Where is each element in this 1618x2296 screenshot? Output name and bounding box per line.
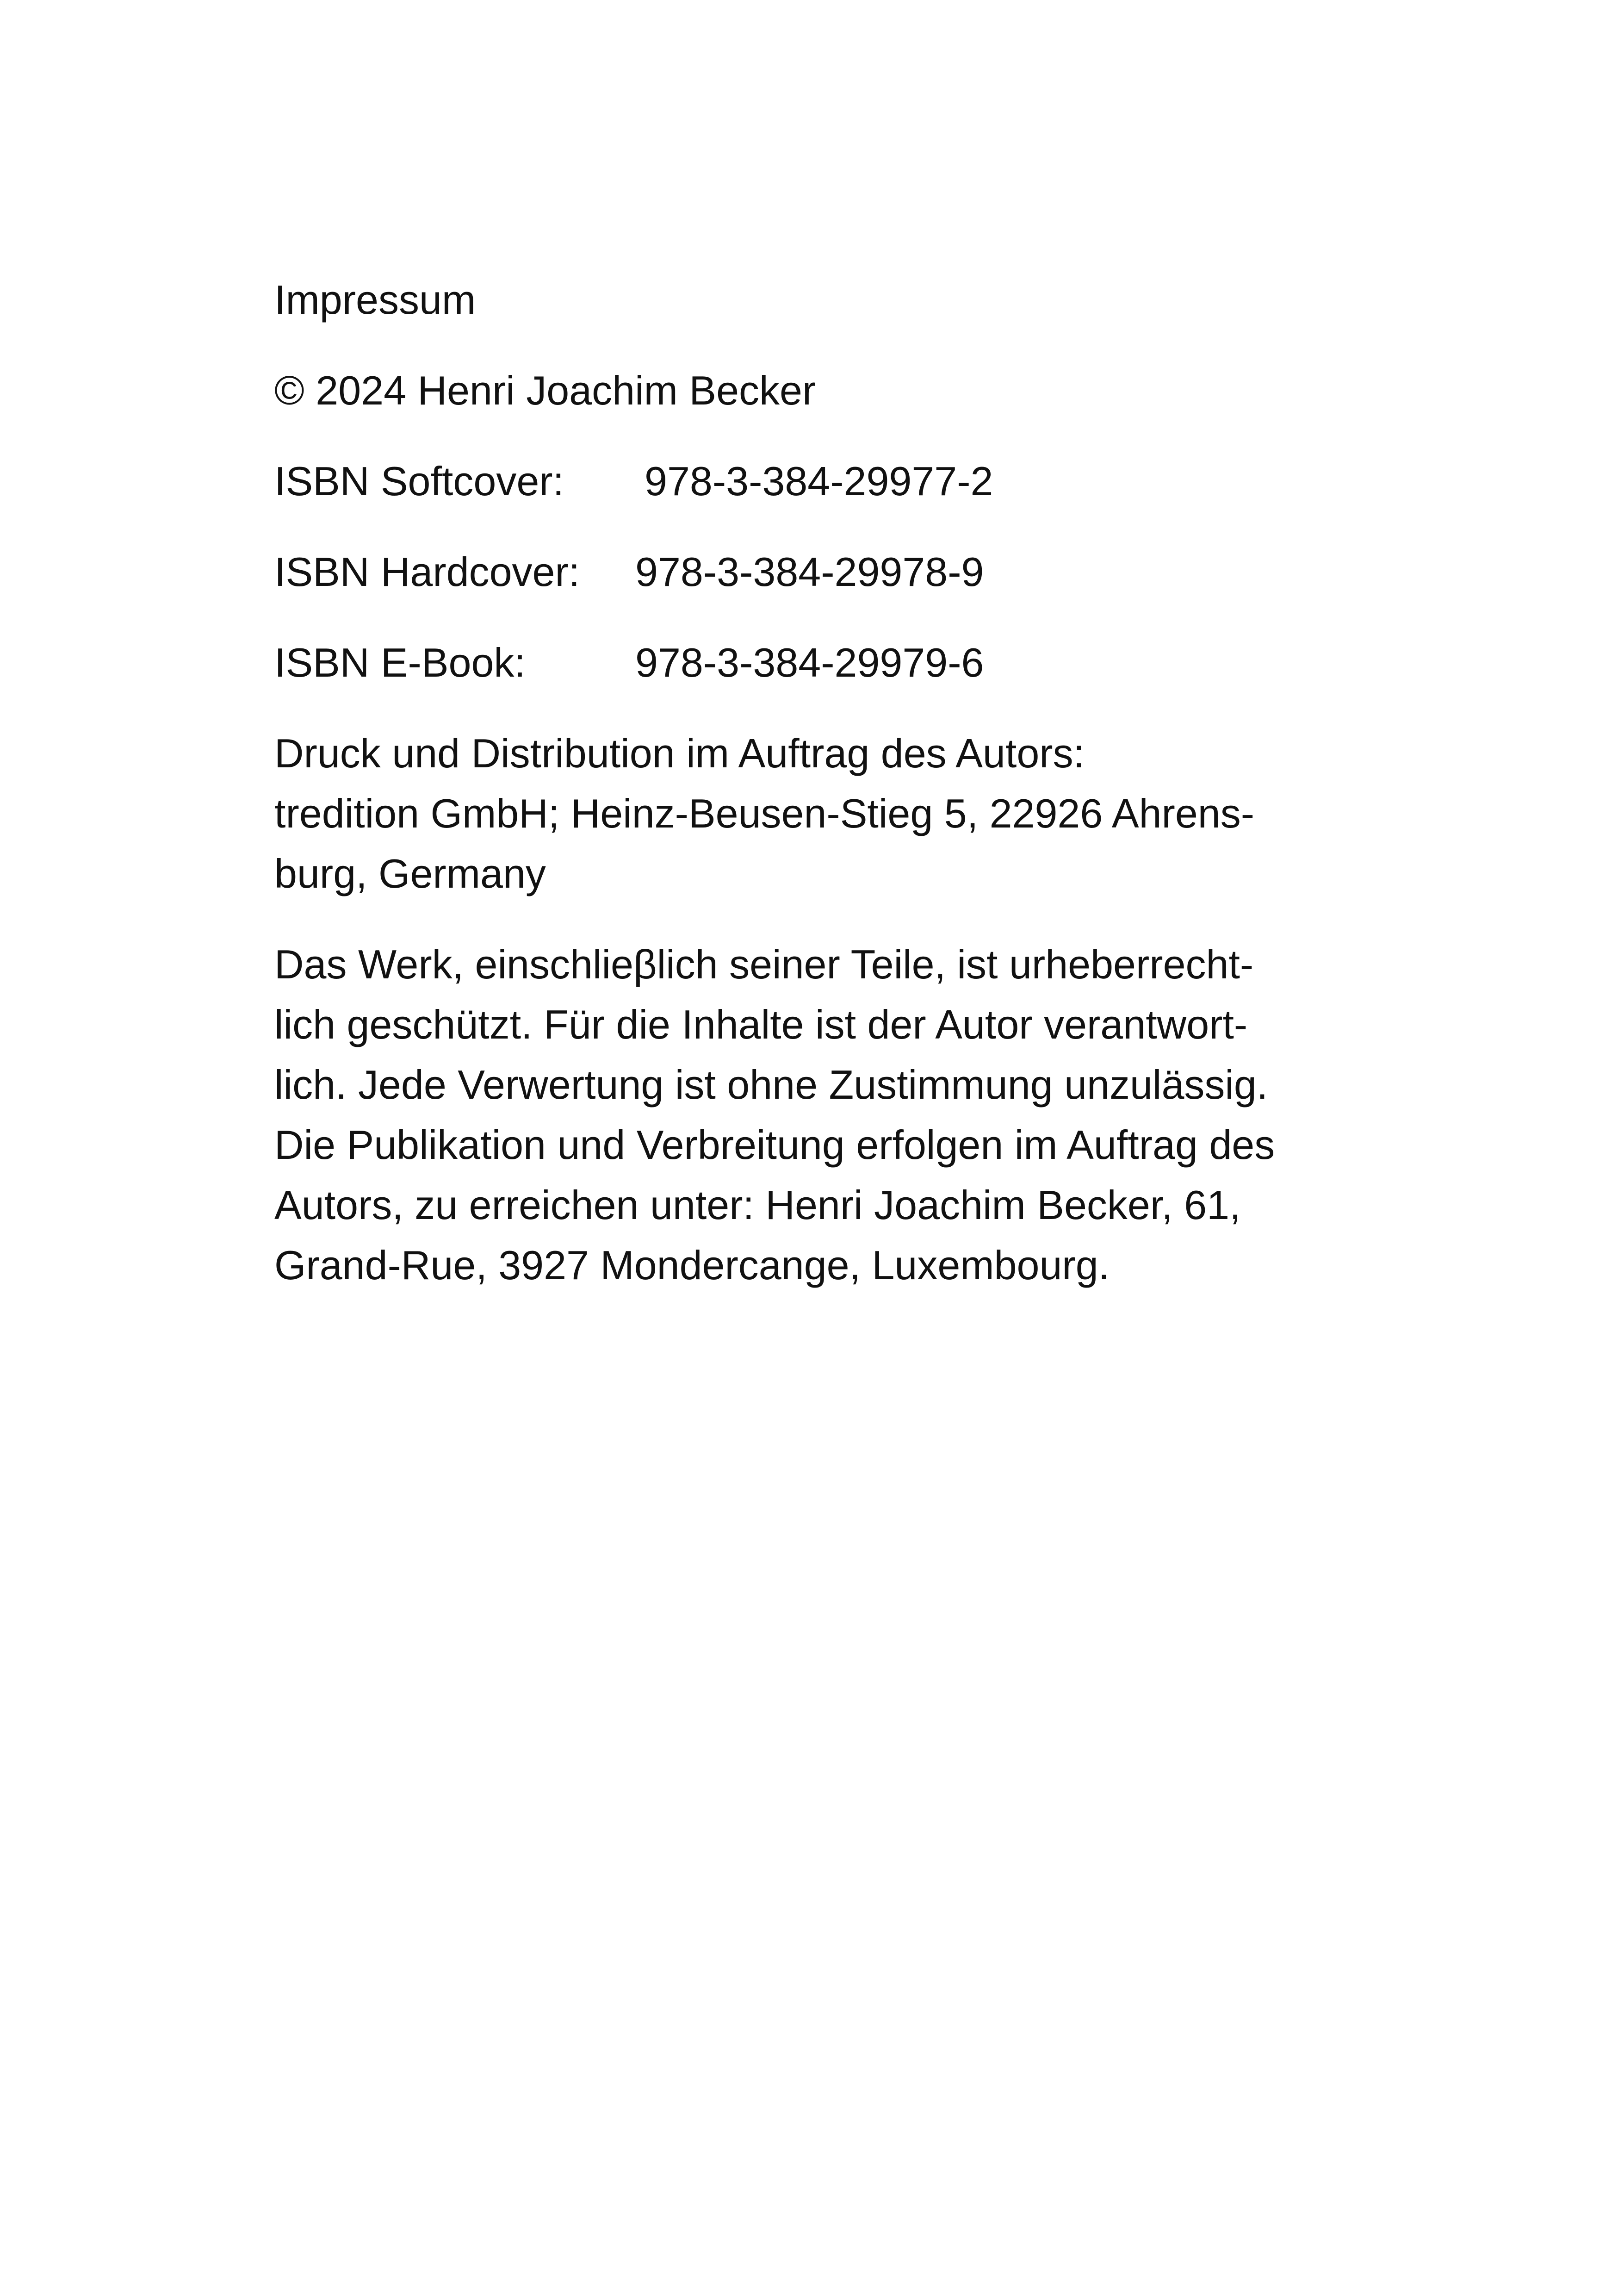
isbn-softcover-value: 978-3-384-29977-2 xyxy=(645,458,993,504)
rights-line: Das Werk, einschlieβlich seiner Teile, ist urheberrecht- xyxy=(274,941,1254,987)
printing-distribution-paragraph xyxy=(274,723,1394,904)
isbn-hardcover-label: ISBN Hardcover: xyxy=(274,549,580,595)
rights-line: lich geschützt. Für die Inhalte ist der Autor verantwort- xyxy=(274,1002,1248,1047)
printing-line: Druck und Distribution im Auftrag des Autors: xyxy=(274,730,1085,776)
rights-line: Autors, zu erreichen unter: Henri Joachim Becker, 61, xyxy=(274,1182,1241,1228)
isbn-ebook-row xyxy=(274,633,1394,693)
page-title: Impressum xyxy=(274,277,476,323)
rights-paragraph xyxy=(274,934,1394,1295)
copyright-notice: © 2024 Henri Joachim Becker xyxy=(274,367,816,413)
printing-line: burg, Germany xyxy=(274,851,546,896)
isbn-ebook-label: ISBN E-Book: xyxy=(274,640,526,685)
printing-line: tredition GmbH; Heinz-Beusen-Stieg 5, 22926 Ahrens- xyxy=(274,790,1255,836)
isbn-softcover-row xyxy=(274,451,1394,511)
rights-line: Die Publikation und Verbreitung erfolgen im Auftrag des xyxy=(274,1122,1275,1168)
rights-line: lich. Jede Verwertung ist ohne Zustimmung unzulässig. xyxy=(274,1062,1268,1108)
isbn-hardcover-row xyxy=(274,542,1394,602)
rights-line: Grand-Rue, 3927 Mondercange, Luxembourg. xyxy=(274,1242,1110,1288)
isbn-hardcover-value: 978-3-384-29978-9 xyxy=(635,549,984,595)
isbn-ebook-value: 978-3-384-29979-6 xyxy=(635,640,984,685)
imprint-page xyxy=(274,270,1394,1326)
isbn-softcover-label: ISBN Softcover: xyxy=(274,458,564,504)
